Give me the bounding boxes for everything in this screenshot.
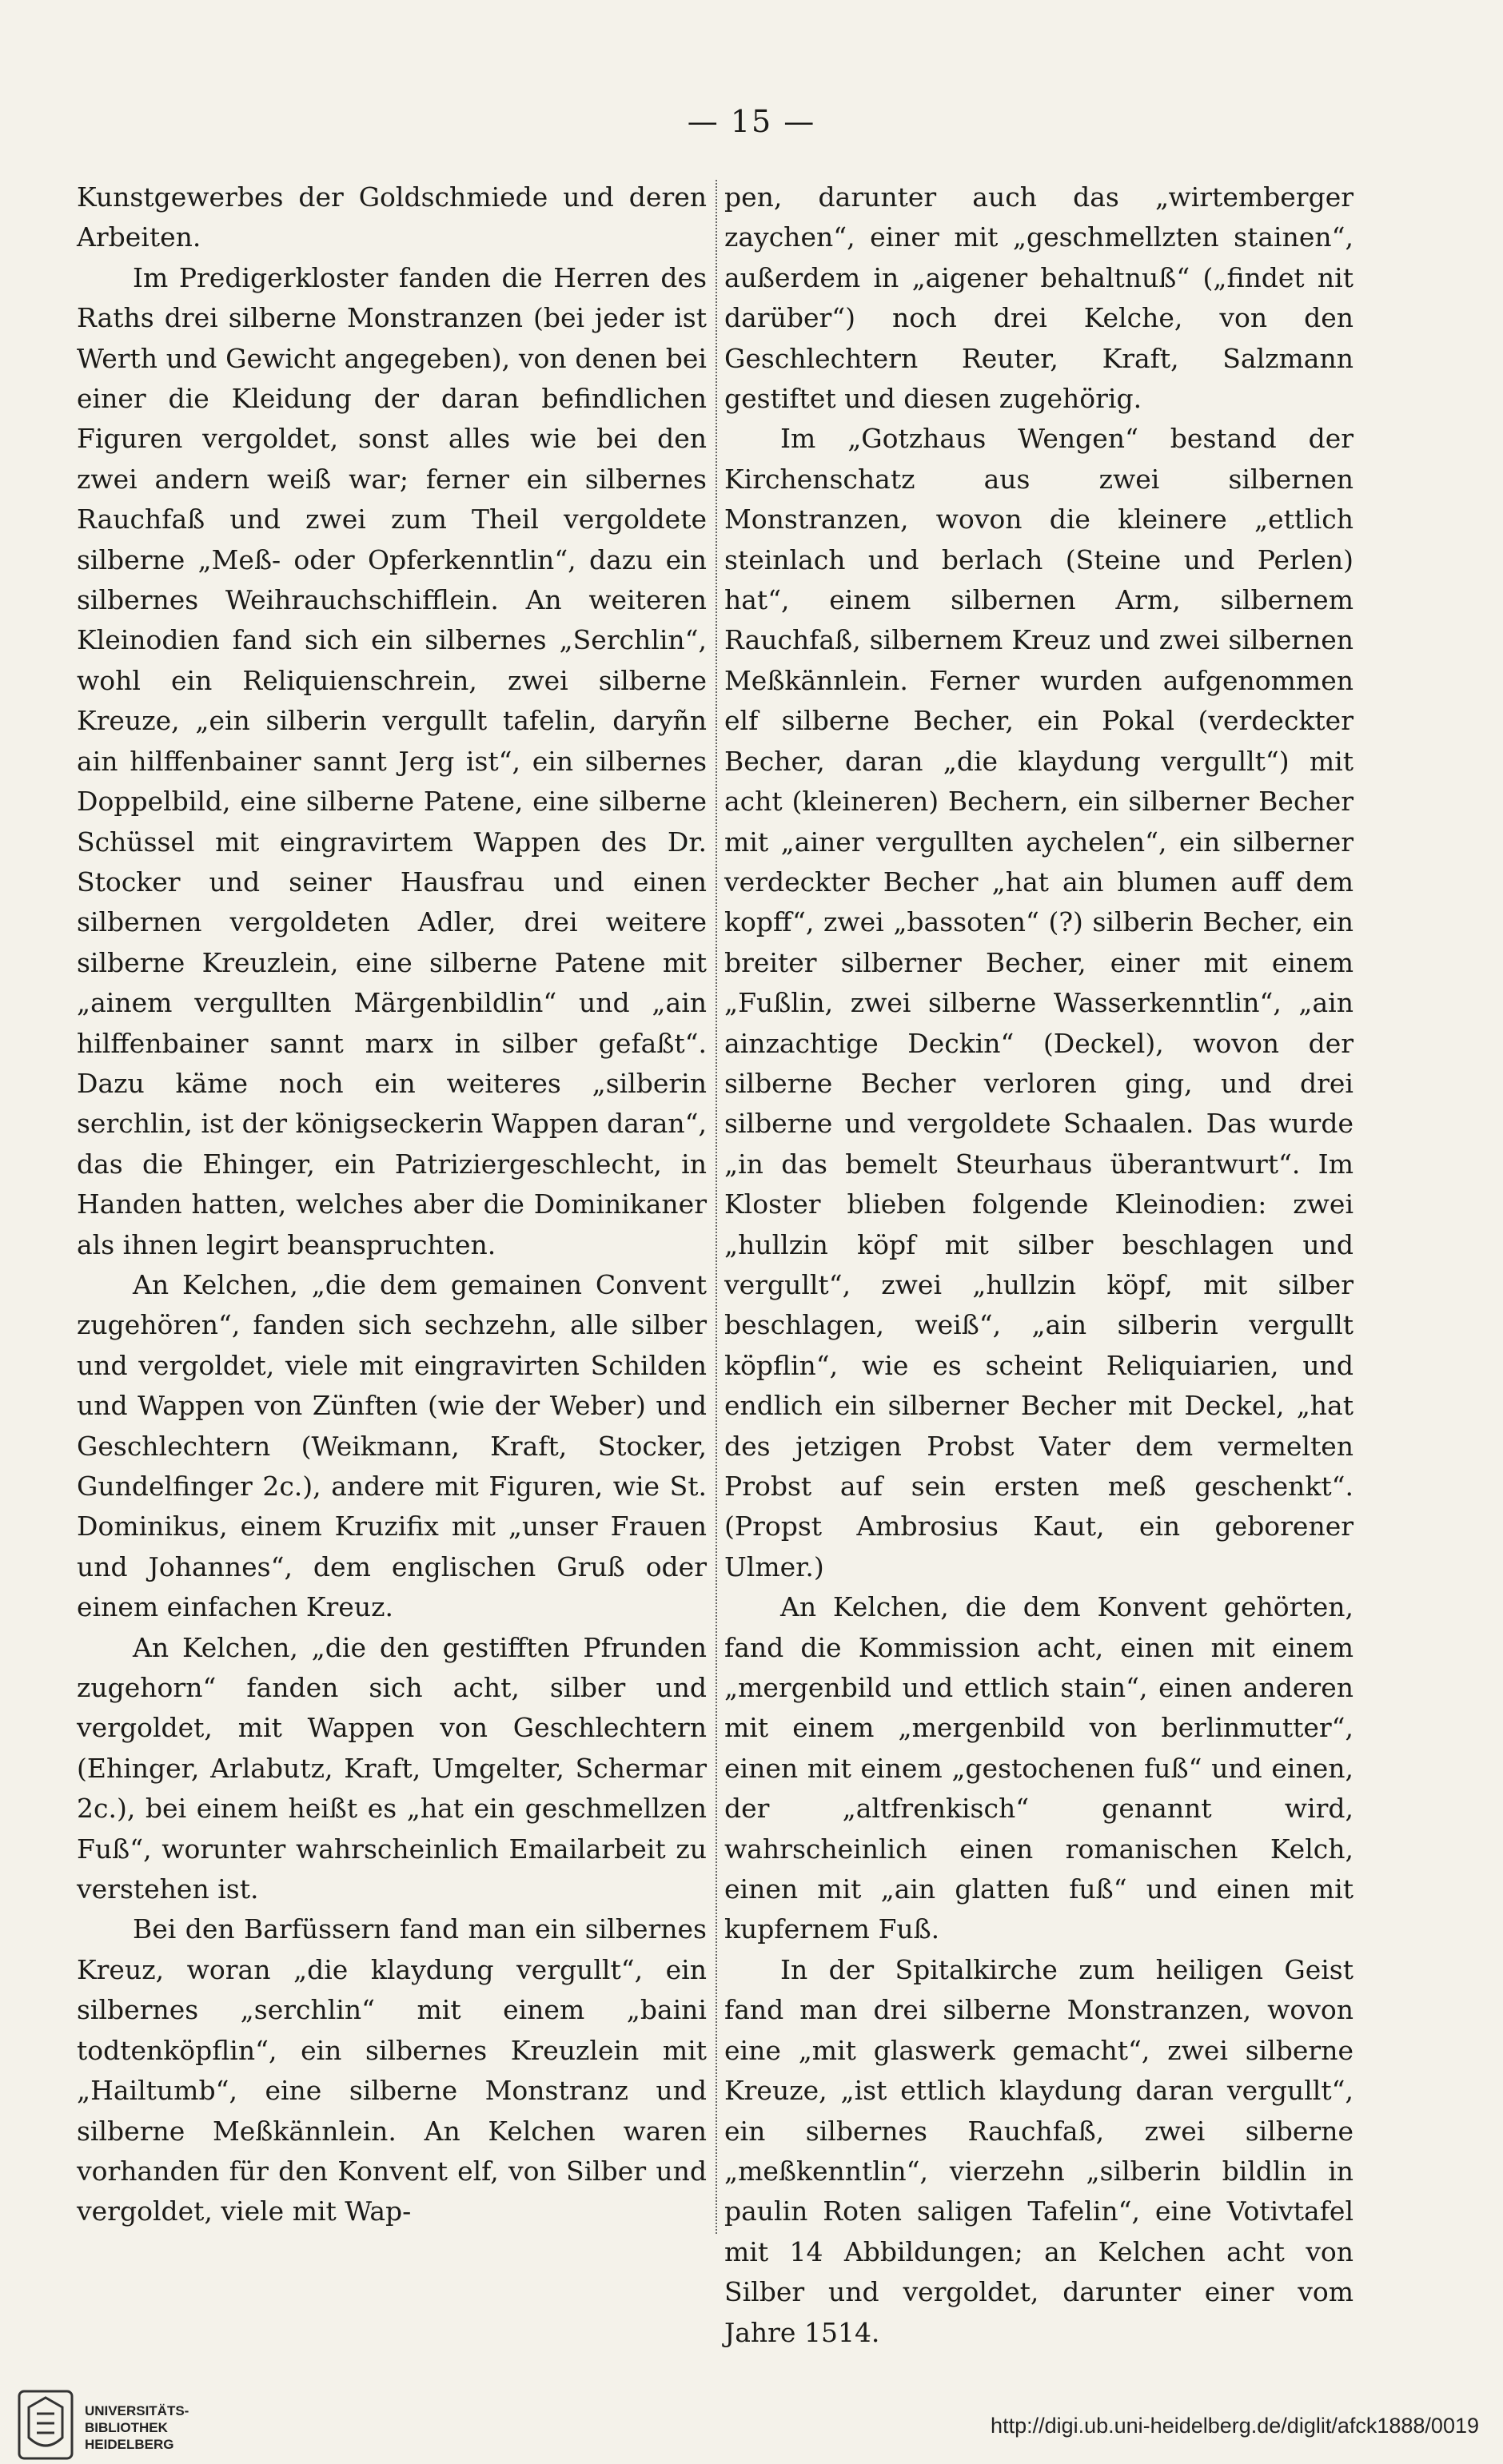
paragraph: pen, darunter auch das „wirtemberger zaychen“, einer mit „geschmellzten stainen“, außerdem in „aigener behaltnuß“ („findet nit darüber“) noch drei Kelche, von den Geschlechtern Reuter, Kraft, Salzmann gestiftet und diesen zugehörig.	[724, 181, 1353, 415]
logo-line: BIBLIOTHEK	[85, 2420, 168, 2435]
source-url-link[interactable]: http://digi.ub.uni-heidelberg.de/diglit/afck1888/0019	[991, 2414, 1479, 2438]
paragraph: Kunstgewerbes der Goldschmiede und deren Arbeiten.	[77, 181, 707, 253]
left-column	[77, 177, 707, 2232]
library-logo-text	[85, 2402, 189, 2453]
paragraph: An Kelchen, „die dem gemainen Convent zugehören“, fanden sich sechzehn, alle silber und vergoldet, viele mit eingravirten Schilden und Wappen von Zünften (wie der Weber) und Geschlechtern (Weikmann, Kraft, Stocker, Gundelfinger 2c.), andere mit Figuren, wie St. Dominikus, einem Kruzifix mit „unser Frauen und Johannes“, dem englischen Gruß oder einem einfachen Kreuz.	[77, 1268, 707, 1623]
paragraph: An Kelchen, die dem Konvent gehörten, fand die Kommission acht, einen mit einem „mergenbild und ettlich stain“, einen anderen mit einem „mergenbild von berlinmutter“, einen mit einem „gestochenen fuß“ und einen, der „altfrenkisch“ genannt wird, wahrscheinlich einen romanischen Kelch, einen mit „ain glatten fuß“ und einen mit kupfernem Fuß.	[724, 1591, 1353, 1945]
right-column	[724, 177, 1353, 2353]
paragraph: Im Predigerkloster fanden die Herren des Raths drei silberne Monstranzen (bei jeder ist Werth und Gewicht angegeben), von denen bei einer die Kleidung der daran befindlichen Figuren vergoldet, sonst alles wie bei den zwei andern weiß war; ferner ein silbernes Rauchfaß und zwei zum Theil vergoldete silberne „Meß- oder Opferkenntlin“, dazu ein silbernes Weihrauchschifflein. An weiteren Kleinodien fand sich ein silbernes „Serchlin“, wohl ein Reliquienschrein, zwei silberne Kreuze, „ein silberin vergullt tafelin, daryñn ain hilffenbainer sannt Jerg ist“, ein silbernes Doppelbild, eine silberne Patene, eine silberne Schüssel mit eingravirtem Wappen des Dr. Stocker und seiner Hausfrau und einen silbernen vergoldeten Adler, drei weitere silberne Kreuzlein, eine silberne Patene mit „ainem vergullten Märgenbildlin“ und „ain hilffenbainer sannt marx in silber gefaßt“. Dazu käme noch ein weiteres „silberin serchlin, ist der königseckerin Wappen daran“, das die Ehinger, ein Patriziergeschlecht, in Handen hatten, welches aber die Dominikaner als ihnen legirt beanspruchten.	[77, 261, 707, 1260]
paragraph: In der Spitalkirche zum heiligen Geist fand man drei silberne Monstranzen, wovon eine „mit glaswerk gemacht“, zwei silberne Kreuze, „ist ettlich klaydung daran vergullt“, ein silbernes Rauchfaß, zwei silberne „meßkenntlin“, vierzehn „silberin bildlin in paulin Roten saligen Tafelin“, eine Votivtafel mit 14 Abbildungen; an Kelchen acht von Silber und vergoldet, darunter einer vom Jahre 1514.	[724, 1953, 1353, 2348]
paragraph: An Kelchen, „die den gestifften Pfrunden zugehorn“ fanden sich acht, silber und vergoldet, mit Wappen von Geschlechtern (Ehinger, Arlabutz, Kraft, Umgelter, Schermar 2c.), bei einem heißt es „hat ein geschmellzen Fuß“, worunter wahrscheinlich Emailarbeit zu verstehen ist.	[77, 1631, 707, 1905]
logo-line: HEIDELBERG	[85, 2437, 174, 2452]
column-divider	[716, 180, 717, 2234]
logo-line: UNIVERSITÄTS-	[85, 2403, 189, 2418]
paragraph: Bei den Barfüssern fand man ein silbernes Kreuz, woran „die klaydung vergullt“, ein silbernes „serchlin“ mit einem „baini todtenköpflin“, ein silbernes Kreuzlein mit „Hailtumb“, eine silberne Monstranz und silberne Meßkännlein. An Kelchen waren vorhanden für den Konvent elf, von Silber und vergoldet, viele mit Wap-	[77, 1913, 707, 2227]
paragraph: Im „Gotzhaus Wengen“ bestand der Kirchenschatz aus zwei silbernen Monstranzen, wovon die kleinere „ettlich steinlach und berlach (Steine und Perlen) hat“, einem silbernen Arm, silbernem Rauchfaß, silbernem Kreuz und zwei silbernen Meßkännlein. Ferner wurden aufgenommen elf silberne Becher, ein Pokal (verdeckter Becher, daran „die klaydung vergullt“) mit acht (kleineren) Bechern, ein silberner Becher mit „ainer vergullten aychelen“, ein silberner verdeckter Becher „hat ain blumen auff dem kopff“, zwei „bassoten“ (?) silberin Becher, ein breiter silberner Becher, einer mit einem „Fußlin, zwei silberne Wasserkenntlin“, „ain ainzachtige Deckin“ (Deckel), wovon der silberne Becher verloren ging, und drei silberne und vergoldete Schaalen. Das wurde „in das bemelt Steurhaus überantwurt“. Im Kloster blieben folgende Kleinodien: zwei „hullzin köpf mit silber beschlagen und vergullt“, zwei „hullzin köpf, mit silber beschlagen, weiß“, „ain silberin vergullt köpflin“, wie es scheint Reliquiarien, und endlich ein silberner Becher mit Deckel, „hat des jetzigen Probst Vater dem vermelten Probst auf sein ersten meß geschenkt“. (Propst Ambrosius Kaut, ein geborener Ulmer.)	[724, 423, 1353, 1582]
university-seal-icon	[18, 2390, 74, 2460]
footer	[0, 2390, 1503, 2464]
page-number: — 15 —	[687, 104, 816, 139]
